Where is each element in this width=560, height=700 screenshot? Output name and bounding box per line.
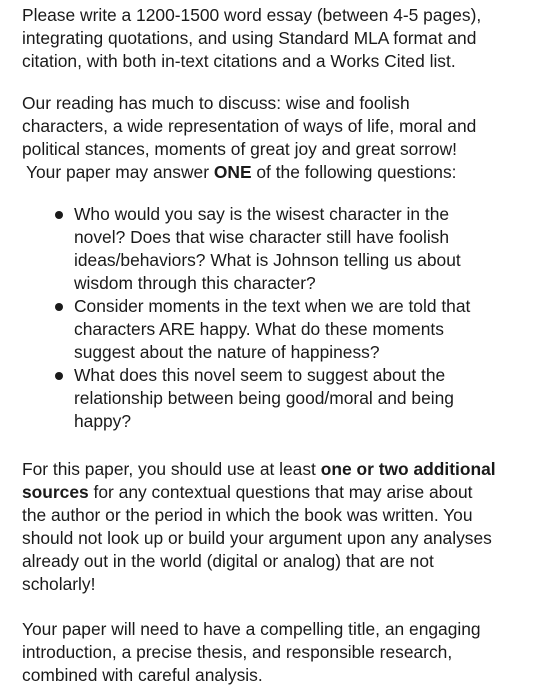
bullet-icon: [55, 303, 63, 311]
reading-line-1: Our reading has much to discuss: wise and foolish: [22, 93, 410, 113]
question-3-line-2: relationship between being good/moral and being: [74, 388, 454, 408]
closing-line-2: introduction, a precise thesis, and responsible research,: [22, 642, 453, 662]
reading-line-4: [26, 161, 457, 184]
question-1-line-4: wisdom through this character?: [74, 273, 316, 293]
sources-line-4: should not look up or build your argument upon any analyses: [22, 528, 492, 548]
sources-line-1: [22, 458, 496, 481]
reading-line-2: characters, a wide representation of ways of life, moral and: [22, 116, 477, 136]
emphasis-one: ONE: [213, 162, 252, 182]
question-3-line-1: What does this novel seem to suggest about the: [74, 365, 446, 385]
question-1-line-3: ideas/behaviors? What is Johnson telling us about: [74, 250, 461, 270]
reading-line-4-pre: Your paper may answer: [26, 162, 214, 182]
question-1-line-1: Who would you say is the wisest character in the: [74, 204, 450, 224]
sources-line-5: already out in the world (digital or analog) that are not: [22, 551, 434, 571]
question-2-line-2: characters ARE happy. What do these moments: [74, 319, 444, 339]
question-1-line-2: novel? Does that wise character still have foolish: [74, 227, 450, 247]
sources-line-2: [22, 481, 473, 504]
bullet-icon: [55, 372, 63, 380]
reading-line-3: political stances, moments of great joy and great sorrow!: [22, 139, 457, 159]
emphasis-additional: one or two additional: [320, 459, 496, 479]
intro-line-2: integrating quotations, and using Standard MLA format and: [22, 28, 477, 48]
reading-line-4-post: of the following questions:: [251, 162, 457, 182]
closing-line-1: Your paper will need to have a compelling title, an engaging: [22, 619, 481, 639]
bullet-icon: [55, 211, 63, 219]
question-2-line-1: Consider moments in the text when we are told that: [74, 296, 471, 316]
sources-line-1-pre: For this paper, you should use at least: [22, 459, 321, 479]
closing-line-3: combined with careful analysis.: [22, 665, 263, 685]
question-2-line-3: suggest about the nature of happiness?: [74, 342, 380, 362]
sources-line-2-post: for any contextual questions that may arise about: [88, 482, 473, 502]
intro-line-1: Please write a 1200-1500 word essay (between 4-5 pages),: [22, 5, 482, 25]
question-3-line-3: happy?: [74, 411, 132, 431]
sources-line-6: scholarly!: [22, 574, 96, 594]
intro-line-3: citation, with both in-text citations and a Works Cited list.: [22, 51, 456, 71]
sources-line-3: the author or the period in which the book was written. You: [22, 505, 473, 525]
emphasis-sources: sources: [22, 482, 89, 502]
